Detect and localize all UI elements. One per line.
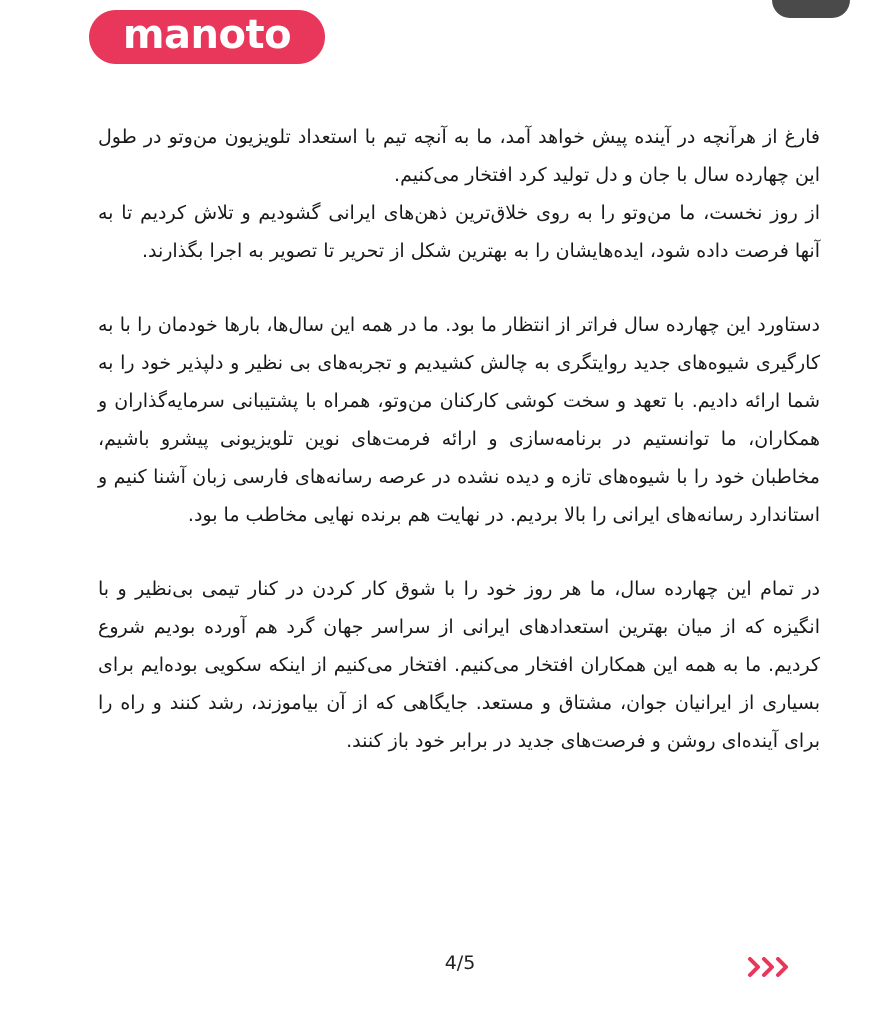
article-body [98,118,820,796]
paragraph-3-text: در تمام این چهارده سال، ما هر روز خود را با شوق کار کردن در کنار تیمی بی‌نظیر و با انگیزه که از میان بهترین استعدادهای ایرانی از سراسر جهان گرد هم آورده بودیم شروع کردیم. ما به همه این همکاران افتخار می‌کنیم. افتخار می‌کنیم از اینکه سکویی بوده‌ایم برای بسیاری از ایرانیان جوان، مشتاق و مستعد. جایگاهی که از آن بیاموزند، رشد کنند و راه را برای آینده‌ای روشن و فرصت‌های جدید در برابر خود باز کنند. [98,578,820,752]
paragraph-1-line-2: از روز نخست، ما من‌وتو را به روی خلاق‌ترین ذهن‌های ایرانی گشودیم و تلاش کردیم تا به آنها فرصت داده شود، ایده‌هایشان را به بهترین شکل از تحریر تا تصویر به اجرا بگذارند. [98,202,820,262]
paragraph-3 [98,570,820,760]
logo-wordmark: manoto [122,12,292,58]
paragraph-1 [98,118,820,270]
paragraph-2-text: دستاورد این چهارده سال فراتر از انتظار ما بود. ما در همه این سال‌ها، بارها خودمان را با به کارگیری شیوه‌های جدید روایتگری به چالش کشیدیم و تجربه‌های بی نظیر و دلپذیر خود را به شما ارائه دادیم. با تعهد و سخت کوشی کارکنان من‌وتو، همراه با پشتیبانی سرمایه‌گذاران و همکاران، ما توانستیم در برنامه‌سازی و ارائه فرمت‌های نوین تلویزیونی پیشرو باشیم، مخاطبان خود را با شیوه‌های تازه و دیده نشده در عرصه رسانه‌های فارسی زبان آشنا کنیم و استاندارد رسانه‌های ایرانی را بالا بردیم. در نهایت هم برنده نهایی مخاطب ما بود. [98,314,820,526]
paragraph-2 [98,306,820,534]
page-indicator: 4/5 [444,952,476,974]
paragraph-1-line-1: فارغ از هرآنچه در آینده پیش خواهد آمد، ما به آنچه تیم با استعداد تلویزیون من‌وتو در طول این چهارده سال با جان و دل تولید کرد افتخار می‌کنیم. [98,126,820,186]
triple-chevron-right-icon[interactable] [744,953,800,981]
top-corner-tab [772,0,850,18]
manoto-logo [89,10,325,64]
